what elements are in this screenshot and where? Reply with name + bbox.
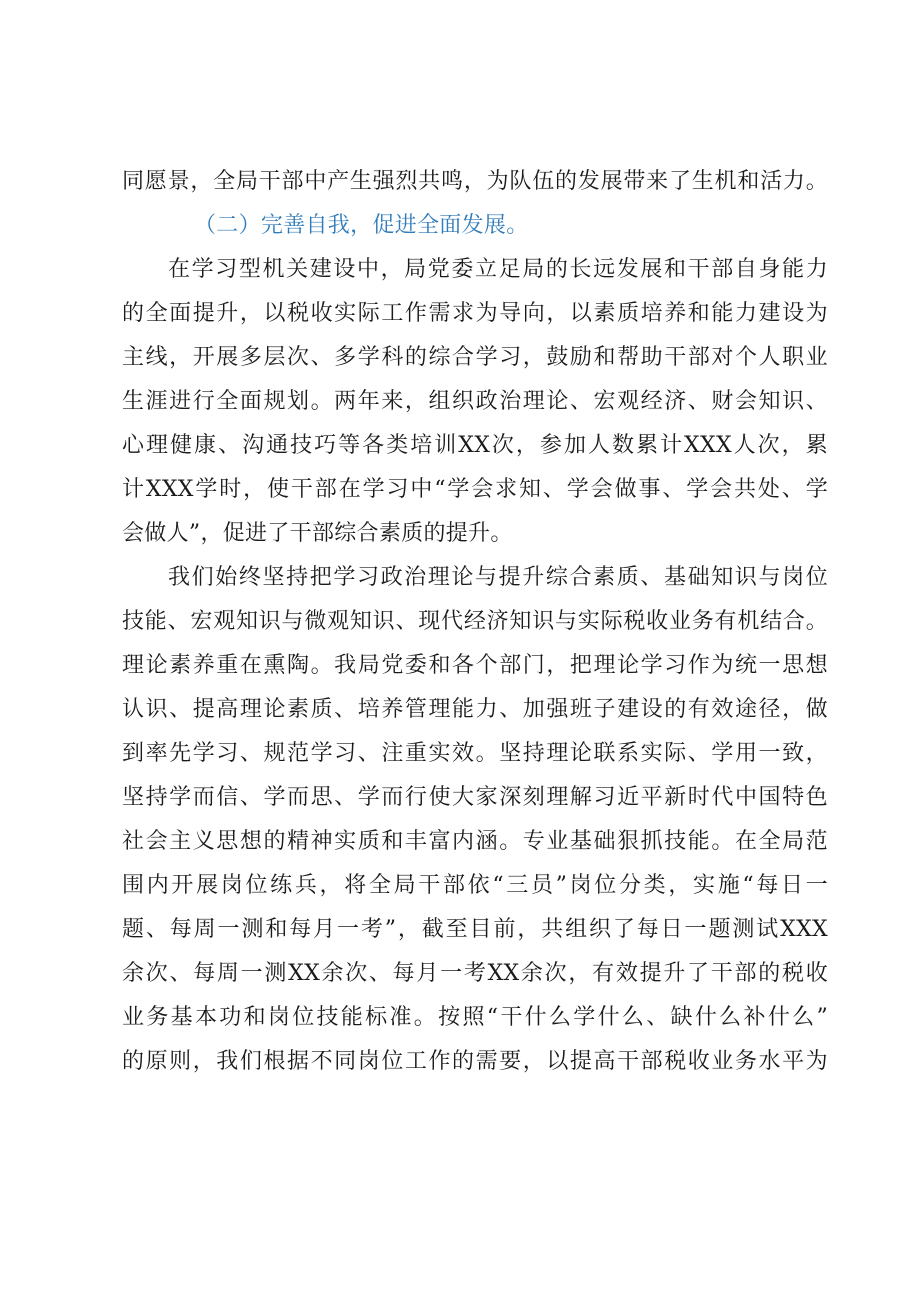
paragraph-line: 主线，开展多层次、多学科的综合学习，鼓励和帮助干部对个人职业 (122, 345, 828, 370)
paragraph-line: 的全面提升，以税收实际工作需求为导向，以素质培养和能力建设为 (122, 301, 828, 326)
document-body (122, 160, 828, 1084)
paragraph-line: 生涯进行全面规划。两年来，组织政治理论、宏观经济、财会知识、 (122, 389, 828, 414)
paragraph-line: 围内开展岗位练兵，将全局干部依“三员”岗位分类，实施“每日一 (122, 873, 828, 898)
paragraph-line: 业务基本功和岗位技能标准。按照“干什么学什么、缺什么补什么” (122, 1005, 828, 1030)
paragraph-line: 会做人”，促进了干部综合素质的提升。 (122, 521, 513, 546)
section-heading: （二）完善自我，促进全面发展。 (194, 213, 529, 238)
paragraph-line: 社会主义思想的精神实质和丰富内涵。专业基础狠抓技能。在全局范 (122, 829, 828, 854)
paragraph-line: 理论素养重在熏陶。我局党委和各个部门，把理论学习作为统一思想 (122, 653, 828, 678)
continuation-line: 同愿景，全局干部中产生强烈共鸣，为队伍的发展带来了生机和活力。 (122, 169, 828, 194)
paragraph-line: 题、每周一测和每月一考”，截至目前，共组织了每日一题测试XXX (122, 917, 828, 942)
paragraph-line: 心理健康、沟通技巧等各类培训XX次，参加人数累计XXX人次，累 (122, 433, 828, 458)
paragraph-line: 计XXX学时，使干部在学习中“学会求知、学会做事、学会共处、学 (122, 477, 828, 502)
paragraph-line: 认识、提高理论素质、培养管理能力、加强班子建设的有效途径，做 (122, 697, 828, 722)
paragraph-line: 余次、每周一测XX余次、每月一考XX余次，有效提升了干部的税收 (122, 961, 828, 986)
paragraph-line: 的原则，我们根据不同岗位工作的需要，以提高干部税收业务水平为 (122, 1049, 828, 1074)
paragraph-line: 到率先学习、规范学习、注重实效。坚持理论联系实际、学用一致， (122, 741, 828, 766)
paragraph-1 (122, 248, 828, 556)
paragraph-line: 我们始终坚持把学习政治理论与提升综合素质、基础知识与岗位 (168, 565, 828, 590)
paragraph-line: 坚持学而信、学而思、学而行使大家深刻理解习近平新时代中国特色 (122, 785, 828, 810)
paragraph-line: 在学习型机关建设中，局党委立足局的长远发展和干部自身能力 (168, 257, 828, 282)
paragraph-2 (122, 556, 828, 1084)
paragraph-line: 技能、宏观知识与微观知识、现代经济知识与实际税收业务有机结合。 (122, 609, 828, 634)
